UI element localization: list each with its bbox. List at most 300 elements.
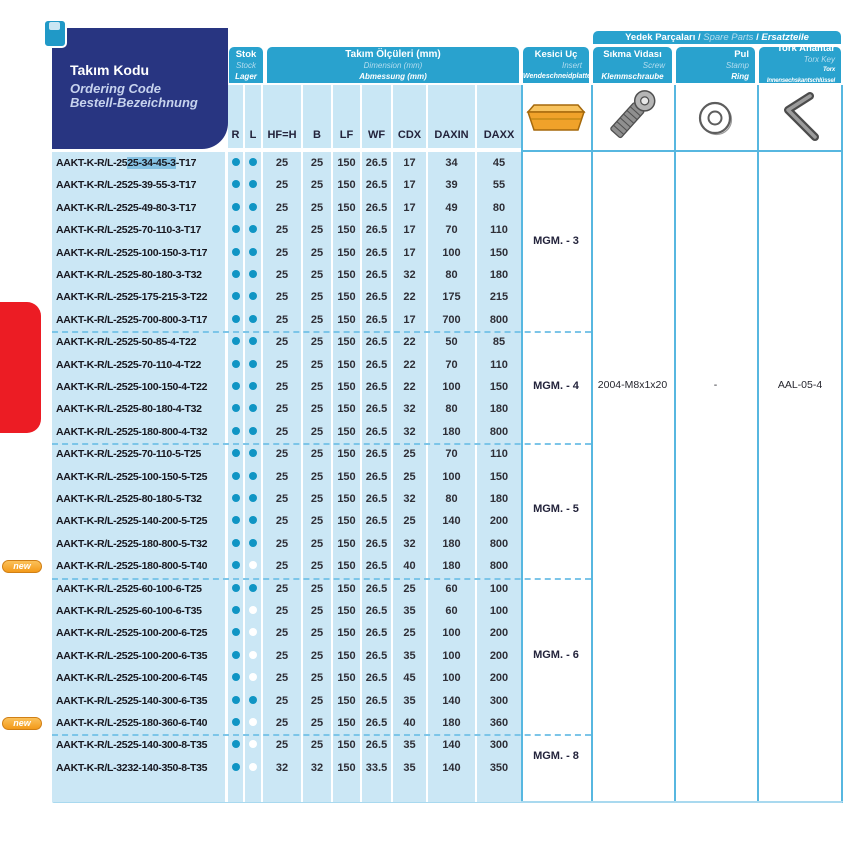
dimension-value: 34 (428, 152, 477, 174)
ordering-code-cell[interactable]: AAKT-K-R/L-2525-175-215-3-T22 (52, 286, 228, 308)
column-letter-L: L (245, 85, 263, 148)
dimension-value: 180 (477, 264, 521, 286)
stock-cell-l (245, 645, 263, 667)
dimension-value: 180 (428, 712, 477, 734)
stock-cell-l (245, 734, 263, 756)
stock-dot-l-filled (249, 539, 257, 547)
dimension-value: 25 (263, 667, 303, 689)
dimension-value: 26.5 (362, 645, 393, 667)
insert-group-label: MGM. - 8 (533, 749, 579, 762)
dimension-value: 26.5 (362, 690, 393, 712)
table-row[interactable] (52, 600, 521, 622)
dimension-value: 22 (393, 286, 428, 308)
table-row[interactable] (52, 421, 521, 443)
dimension-value: 26.5 (362, 354, 393, 376)
dimension-value: 150 (333, 219, 362, 241)
stock-dot-l-open (249, 628, 257, 636)
stock-cell-l (245, 309, 263, 331)
stock-dot-r-filled (232, 404, 240, 412)
table-row[interactable] (52, 443, 521, 465)
dimension-value: 32 (393, 398, 428, 420)
stock-dot-l-filled (249, 382, 257, 390)
dimension-value: 25 (393, 578, 428, 600)
stock-dot-l-filled (249, 516, 257, 524)
ordering-code-cell[interactable]: AAKT-K-R/L-2525-70-110-3-T17 (52, 219, 228, 241)
stock-cell-l (245, 331, 263, 353)
dimension-value: 150 (333, 712, 362, 734)
stock-dot-l-open (249, 561, 257, 569)
dimension-value: 26.5 (362, 376, 393, 398)
column-letter-R: R (228, 85, 245, 148)
dimension-value: 25 (263, 264, 303, 286)
dimension-value: 35 (393, 690, 428, 712)
stock-cell-r (228, 242, 245, 264)
table-row[interactable] (52, 174, 521, 196)
stock-cell-l (245, 712, 263, 734)
dimension-value: 800 (477, 309, 521, 331)
dimensions-label-en: Dimension (mm) (363, 60, 423, 70)
stock-dot-r-filled (232, 584, 240, 592)
dimension-value: 25 (393, 510, 428, 532)
ordering-code-cell[interactable]: AAKT-K-R/L-2525-60-100-6-T35 (52, 600, 228, 622)
column-rule (591, 85, 593, 803)
dimension-value: 25 (303, 667, 333, 689)
dimension-value: 150 (333, 466, 362, 488)
stock-dot-l-open (249, 718, 257, 726)
dimension-value: 17 (393, 152, 428, 174)
dimension-value: 55 (477, 174, 521, 196)
dimension-value: 25 (303, 398, 333, 420)
insert-label-tr: Kesici Uç (534, 48, 578, 60)
dimension-value: 150 (477, 376, 521, 398)
stock-dot-r-filled (232, 561, 240, 569)
stock-cell-l (245, 443, 263, 465)
table-row[interactable] (52, 197, 521, 219)
dimension-value: 100 (428, 622, 477, 644)
insert-group-label: MGM. - 5 (533, 503, 579, 516)
dimension-value: 25 (263, 555, 303, 577)
dimension-value: 80 (428, 398, 477, 420)
stock-cell-l (245, 197, 263, 219)
stock-cell-r (228, 264, 245, 286)
ordering-code-cell[interactable]: AAKT-K-R/L-3232-140-350-8-T35 (52, 757, 228, 779)
stock-cell-r (228, 533, 245, 555)
stock-dot-l-filled (249, 360, 257, 368)
ordering-code-cell[interactable]: AAKT-K-R/L-2525-34-45-3-T17 (52, 152, 228, 174)
dimension-value: 150 (333, 600, 362, 622)
table-row[interactable] (52, 242, 521, 264)
stock-dot-r-filled (232, 718, 240, 726)
dimension-value: 25 (393, 443, 428, 465)
stock-cell-l (245, 488, 263, 510)
column-letter-DAXX: DAXX (477, 85, 521, 148)
dimension-value: 25 (263, 533, 303, 555)
ordering-code-cell[interactable]: AAKT-K-R/L-2525-80-180-5-T32 (52, 488, 228, 510)
dimension-value: 25 (303, 645, 333, 667)
stock-label-tr: Stok (235, 48, 257, 60)
dimension-value: 26.5 (362, 197, 393, 219)
insert-label-de: Wendeschneidplatte (523, 72, 591, 80)
dimension-value: 150 (333, 533, 362, 555)
table-row[interactable] (52, 488, 521, 510)
group-separator (52, 578, 591, 580)
dimension-value: 35 (393, 600, 428, 622)
screw-label-de: Klemmschraube (601, 71, 664, 81)
dimension-value: 150 (333, 286, 362, 308)
table-row[interactable] (52, 533, 521, 555)
dimension-value: 800 (477, 555, 521, 577)
stock-dot-r-filled (232, 225, 240, 233)
dimension-value: 32 (303, 757, 333, 779)
dimension-value: 100 (428, 667, 477, 689)
dimension-value: 25 (303, 622, 333, 644)
dimension-value: 17 (393, 242, 428, 264)
dimension-value: 32 (393, 533, 428, 555)
stock-dot-l-filled (249, 472, 257, 480)
dimension-value: 25 (263, 286, 303, 308)
stock-dot-l-filled (249, 337, 257, 345)
ordering-code-cell[interactable]: AAKT-K-R/L-2525-49-80-3-T17 (52, 197, 228, 219)
stock-dot-r-filled (232, 606, 240, 614)
stock-cell-l (245, 264, 263, 286)
dimensions-column-header (265, 45, 521, 85)
dimension-value: 17 (393, 197, 428, 219)
header-rule (521, 150, 843, 152)
dimension-value: 800 (477, 533, 521, 555)
dimension-value: 25 (263, 421, 303, 443)
stock-dot-l-filled (249, 584, 257, 592)
ring-label-en: Stamp (725, 60, 749, 70)
page-side-tab[interactable] (0, 302, 41, 433)
ordering-code-cell[interactable]: AAKT-K-R/L-2525-140-300-6-T35 (52, 690, 228, 712)
dimension-value: 26.5 (362, 555, 393, 577)
dimension-value: 25 (303, 466, 333, 488)
spare-parts-label-tr: Yedek Parçaları (625, 32, 696, 43)
stock-dot-r-filled (232, 203, 240, 211)
dimension-value: 215 (477, 286, 521, 308)
stock-dot-r-filled (232, 696, 240, 704)
dimension-value: 150 (333, 421, 362, 443)
dimension-value: 150 (333, 174, 362, 196)
dimension-value: 25 (303, 578, 333, 600)
dimension-value: 360 (477, 712, 521, 734)
dimension-value: 150 (333, 734, 362, 756)
screw-label-en: Screw (642, 60, 665, 70)
ring-label-de: Ring (731, 71, 749, 81)
stock-cell-r (228, 600, 245, 622)
dimension-value: 200 (477, 667, 521, 689)
torx-label-tr: Tork Anahtar (776, 43, 835, 54)
dimension-value: 32 (263, 757, 303, 779)
stock-dot-r-filled (232, 763, 240, 771)
table-row[interactable] (52, 734, 521, 756)
stock-cell-r (228, 712, 245, 734)
dimension-value: 26.5 (362, 510, 393, 532)
dimension-value: 25 (303, 152, 333, 174)
dimension-value: 25 (303, 354, 333, 376)
dimension-value: 25 (303, 286, 333, 308)
dimension-value: 25 (303, 219, 333, 241)
dimension-value: 26.5 (362, 331, 393, 353)
dimension-value: 25 (263, 219, 303, 241)
dimension-value: 32 (393, 488, 428, 510)
column-letter-B: B (303, 85, 333, 148)
dimension-value: 80 (477, 197, 521, 219)
stock-dot-r-filled (232, 270, 240, 278)
insert-label-en: Insert (561, 60, 582, 70)
ordering-code-cell[interactable]: AAKT-K-R/L-2525-100-150-5-T25 (52, 466, 228, 488)
table-row[interactable] (52, 354, 521, 376)
ordering-code-cell[interactable]: AAKT-K-R/L-2525-180-800-5-T32 (52, 533, 228, 555)
dimension-value: 180 (477, 488, 521, 510)
insert-group-label: MGM. - 4 (533, 380, 579, 393)
torx-column-header (757, 45, 843, 85)
screw-part-number: 2004-M8x1x20 (597, 379, 668, 391)
dimension-value: 22 (393, 331, 428, 353)
dimension-value: 26.5 (362, 443, 393, 465)
dimension-value: 26.5 (362, 264, 393, 286)
table-row[interactable] (52, 645, 521, 667)
stock-cell-l (245, 757, 263, 779)
ordering-code-cell[interactable]: AAKT-K-R/L-2525-140-300-8-T35 (52, 734, 228, 756)
stock-cell-l (245, 690, 263, 712)
separator: / (695, 32, 704, 43)
dimension-value: 26.5 (362, 712, 393, 734)
dimension-value: 35 (393, 734, 428, 756)
screw-column-header (591, 45, 674, 85)
dimension-value: 25 (303, 421, 333, 443)
dimension-value: 22 (393, 376, 428, 398)
dimension-value: 25 (263, 734, 303, 756)
dimension-value: 25 (303, 600, 333, 622)
stock-cell-r (228, 510, 245, 532)
insert-group-label: MGM. - 3 (533, 234, 579, 247)
stock-cell-r (228, 421, 245, 443)
stock-cell-r (228, 466, 245, 488)
ordering-code-cell[interactable]: AAKT-K-R/L-2525-180-800-4-T32 (52, 421, 228, 443)
table-row[interactable] (52, 555, 521, 577)
table-row[interactable] (52, 376, 521, 398)
dimension-value: 150 (333, 242, 362, 264)
stock-cell-r (228, 667, 245, 689)
dimension-value: 100 (428, 376, 477, 398)
dimension-value: 26.5 (362, 533, 393, 555)
dimension-value: 26.5 (362, 421, 393, 443)
dimension-value: 150 (333, 578, 362, 600)
ordering-code-cell[interactable]: AAKT-K-R/L-2525-80-180-4-T32 (52, 398, 228, 420)
group-separator (52, 331, 591, 333)
ordering-code-cell[interactable]: AAKT-K-R/L-2525-70-110-4-T22 (52, 354, 228, 376)
dimension-value: 150 (333, 309, 362, 331)
stock-cell-l (245, 578, 263, 600)
dimension-value: 40 (393, 555, 428, 577)
dimension-value: 200 (477, 645, 521, 667)
stock-cell-l (245, 242, 263, 264)
column-rule (757, 85, 759, 803)
stock-cell-r (228, 398, 245, 420)
text-selection: 25-34-45-3 (127, 157, 176, 169)
stock-cell-r (228, 622, 245, 644)
stock-dot-l-filled (249, 315, 257, 323)
ordering-code-cell[interactable]: AAKT-K-R/L-2525-100-150-4-T22 (52, 376, 228, 398)
dimension-value: 180 (428, 533, 477, 555)
ordering-code-cell[interactable]: AAKT-K-R/L-2525-60-100-6-T25 (52, 578, 228, 600)
dimension-value: 150 (333, 510, 362, 532)
stock-cell-r (228, 757, 245, 779)
dimension-value: 150 (333, 197, 362, 219)
dimension-value: 33.5 (362, 757, 393, 779)
ring-part-number: - (713, 379, 718, 391)
dimension-value: 150 (333, 443, 362, 465)
stock-dot-l-filled (249, 494, 257, 502)
dimension-value: 40 (393, 712, 428, 734)
stock-dot-r-filled (232, 673, 240, 681)
dimension-value: 150 (333, 667, 362, 689)
dimension-value: 150 (333, 488, 362, 510)
dimension-value: 140 (428, 734, 477, 756)
column-letter-HF=H: HF=H (263, 85, 303, 148)
stock-dot-r-filled (232, 539, 240, 547)
table-row[interactable] (52, 286, 521, 308)
dimension-value: 150 (333, 331, 362, 353)
dimension-value: 17 (393, 309, 428, 331)
table-row[interactable] (52, 309, 521, 331)
ordering-code-cell[interactable]: AAKT-K-R/L-2525-180-800-5-T40 (52, 555, 228, 577)
dimension-value: 140 (428, 510, 477, 532)
dimension-value: 45 (393, 667, 428, 689)
table-row[interactable] (52, 466, 521, 488)
insert-graphic (524, 98, 588, 138)
stock-dot-l-filled (249, 696, 257, 704)
stock-dot-l-open (249, 740, 257, 748)
table-row[interactable] (52, 622, 521, 644)
table-row[interactable] (52, 152, 521, 174)
table-row[interactable] (52, 690, 521, 712)
dimension-value: 150 (333, 398, 362, 420)
dimension-value: 32 (393, 264, 428, 286)
stock-cell-r (228, 734, 245, 756)
stock-cell-l (245, 510, 263, 532)
group-separator (52, 734, 591, 736)
ordering-code-cell[interactable]: AAKT-K-R/L-2525-100-150-3-T17 (52, 242, 228, 264)
dimension-value: 175 (428, 286, 477, 308)
table-row[interactable] (52, 712, 521, 734)
ordering-code-cell[interactable]: AAKT-K-R/L-2525-100-200-6-T25 (52, 622, 228, 644)
stock-dot-l-filled (249, 427, 257, 435)
dimension-value: 70 (428, 219, 477, 241)
stock-dot-r-filled (232, 337, 240, 345)
dimension-value: 300 (477, 690, 521, 712)
dimension-value: 110 (477, 354, 521, 376)
ordering-code-cell[interactable]: AAKT-K-R/L-2525-50-85-4-T22 (52, 331, 228, 353)
dimension-value: 39 (428, 174, 477, 196)
table-row[interactable] (52, 264, 521, 286)
ordering-code-cell[interactable]: AAKT-K-R/L-2525-39-55-3-T17 (52, 174, 228, 196)
dimension-value: 100 (477, 600, 521, 622)
stock-cell-l (245, 152, 263, 174)
dimension-value: 140 (428, 757, 477, 779)
stock-dot-l-filled (249, 225, 257, 233)
dimension-value: 26.5 (362, 242, 393, 264)
dimension-value: 25 (303, 555, 333, 577)
stock-cell-l (245, 219, 263, 241)
table-row[interactable] (52, 757, 521, 779)
dimension-value: 22 (393, 354, 428, 376)
table-row[interactable] (52, 398, 521, 420)
stock-label-de: Lager (235, 71, 257, 81)
dimension-value: 25 (263, 510, 303, 532)
dimension-value: 50 (428, 331, 477, 353)
stock-cell-r (228, 645, 245, 667)
dimension-value: 26.5 (362, 286, 393, 308)
dimension-value: 35 (393, 757, 428, 779)
stock-dot-l-filled (249, 404, 257, 412)
dimension-value: 70 (428, 354, 477, 376)
table-row[interactable] (52, 510, 521, 532)
ordering-code-title-tr: Takım Kodu (70, 62, 150, 78)
table-row[interactable] (52, 578, 521, 600)
stock-cell-l (245, 600, 263, 622)
ordering-code-cell[interactable]: AAKT-K-R/L-2525-140-200-5-T25 (52, 510, 228, 532)
torx-key-graphic (768, 90, 832, 145)
stock-dot-l-filled (249, 180, 257, 188)
stock-dot-l-filled (249, 449, 257, 457)
dimension-value: 100 (428, 645, 477, 667)
dimension-value: 25 (263, 398, 303, 420)
new-badge: new (2, 717, 42, 730)
dimension-value: 350 (477, 757, 521, 779)
ordering-code-cell[interactable]: AAKT-K-R/L-2525-70-110-5-T25 (52, 443, 228, 465)
dimension-value: 85 (477, 331, 521, 353)
dimension-value: 32 (393, 421, 428, 443)
column-letter-WF: WF (362, 85, 393, 148)
dimension-value: 150 (333, 376, 362, 398)
ordering-code-title-en: Ordering Code (70, 81, 162, 96)
dimension-value: 100 (428, 466, 477, 488)
ordering-code-cell[interactable]: AAKT-K-R/L-2525-80-180-3-T32 (52, 264, 228, 286)
stock-cell-r (228, 197, 245, 219)
dimension-value: 180 (428, 421, 477, 443)
column-letter-LF: LF (333, 85, 362, 148)
bookmark-icon[interactable] (43, 19, 67, 48)
dimension-value: 35 (393, 645, 428, 667)
table-row[interactable] (52, 331, 521, 353)
stock-cell-l (245, 555, 263, 577)
dimension-value: 26.5 (362, 667, 393, 689)
dimension-value: 150 (333, 645, 362, 667)
dimension-value: 25 (303, 690, 333, 712)
dimension-value: 25 (303, 331, 333, 353)
stock-cell-r (228, 578, 245, 600)
stock-cell-r (228, 286, 245, 308)
table-row[interactable] (52, 219, 521, 241)
ordering-code-cell[interactable]: AAKT-K-R/L-2525-100-200-6-T45 (52, 667, 228, 689)
dimension-value: 150 (333, 757, 362, 779)
stock-dot-r-filled (232, 449, 240, 457)
dimension-value: 25 (303, 376, 333, 398)
dimension-value: 25 (263, 488, 303, 510)
ordering-code-cell[interactable]: AAKT-K-R/L-2525-100-200-6-T35 (52, 645, 228, 667)
dimension-value: 150 (333, 152, 362, 174)
new-badge: new (2, 560, 42, 573)
dimension-value: 180 (477, 398, 521, 420)
table-row[interactable] (52, 667, 521, 689)
stock-cell-l (245, 421, 263, 443)
column-letter-CDX: CDX (393, 85, 428, 148)
dimension-value: 150 (333, 264, 362, 286)
ordering-code-cell[interactable]: AAKT-K-R/L-2525-700-800-3-T17 (52, 309, 228, 331)
ordering-code-cell[interactable]: AAKT-K-R/L-2525-180-360-6-T40 (52, 712, 228, 734)
